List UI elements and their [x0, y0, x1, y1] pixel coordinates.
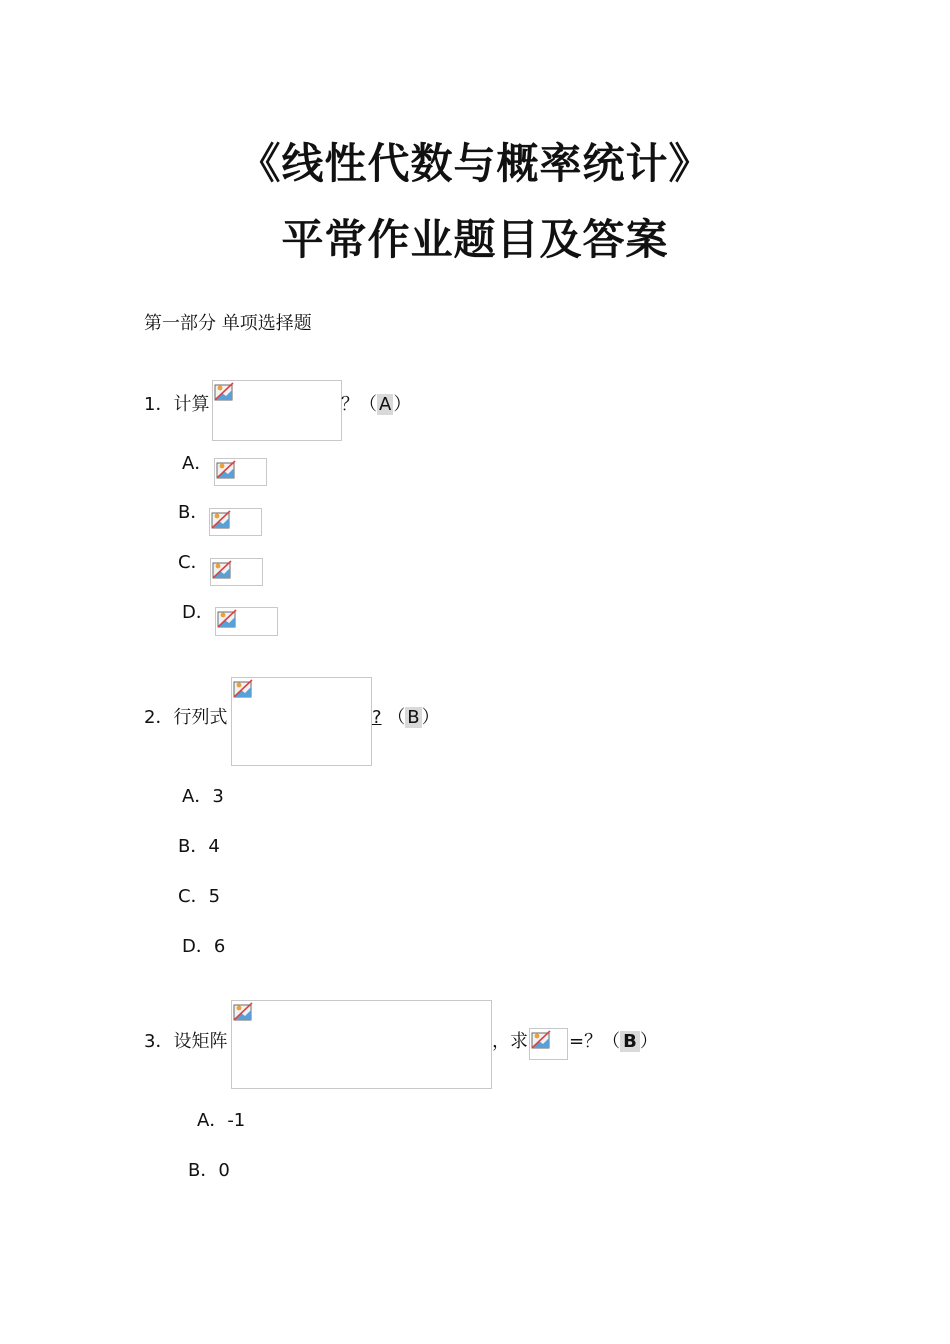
q1-option-c-label: C．	[178, 552, 209, 573]
q2-option-a: A．3	[182, 786, 224, 807]
q3-suffix-row	[569, 1030, 658, 1054]
q3-target-image	[529, 1028, 568, 1060]
q1-formula-image	[212, 380, 342, 441]
q3-suffix: =？（	[569, 1031, 621, 1052]
q3-close: ）	[639, 1031, 658, 1052]
section-heading: 第一部分 单项选择题	[144, 313, 312, 334]
q1-option-b-image	[209, 508, 262, 536]
q1-option-b-label: B．	[178, 502, 209, 523]
q3-option-b: B．0	[188, 1160, 230, 1181]
q2-close: ）	[421, 707, 440, 728]
broken-image-icon	[211, 510, 231, 530]
q3-answer: B	[620, 1031, 640, 1052]
q2-answer: B	[407, 707, 420, 728]
q1-suffix-row	[341, 393, 411, 417]
doc-title-line2: 平常作业题目及答案	[281, 215, 669, 264]
q2-suffix-row	[372, 706, 440, 730]
q1-close: ）	[393, 394, 412, 415]
q2-prefix: 2．行列式	[144, 707, 228, 728]
q1-option-d-label: D．	[182, 602, 214, 623]
broken-image-icon	[233, 679, 253, 699]
q1-option-c-image	[210, 558, 263, 586]
q2-determinant-image	[231, 677, 372, 766]
q2-paren-open: （	[387, 707, 406, 728]
q1-option-a-label: A．	[182, 453, 213, 474]
q2-option-c: C．5	[178, 886, 221, 907]
q3-option-a: A．-1	[197, 1110, 246, 1131]
q2-option-d: D．6	[182, 936, 226, 957]
q1-option-a-image	[214, 458, 267, 486]
q3-matrix-image	[231, 1000, 492, 1089]
q1-suffix: ？（	[341, 394, 377, 415]
doc-title-line1: 《线性代数与概率统计》	[238, 139, 712, 188]
q1-prefix: 1．计算	[144, 394, 210, 415]
q2-mark: ?	[372, 707, 382, 728]
broken-image-icon	[531, 1030, 551, 1050]
broken-image-icon	[217, 609, 237, 629]
q1-option-d-image	[215, 607, 278, 636]
q1-answer: A	[379, 394, 392, 415]
broken-image-icon	[216, 460, 236, 480]
q3-prefix: 3．设矩阵	[144, 1031, 228, 1052]
broken-image-icon	[214, 382, 234, 402]
broken-image-icon	[212, 560, 232, 580]
q2-option-b: B．4	[178, 836, 220, 857]
q3-mid: ，求	[492, 1031, 528, 1052]
broken-image-icon	[233, 1002, 253, 1022]
